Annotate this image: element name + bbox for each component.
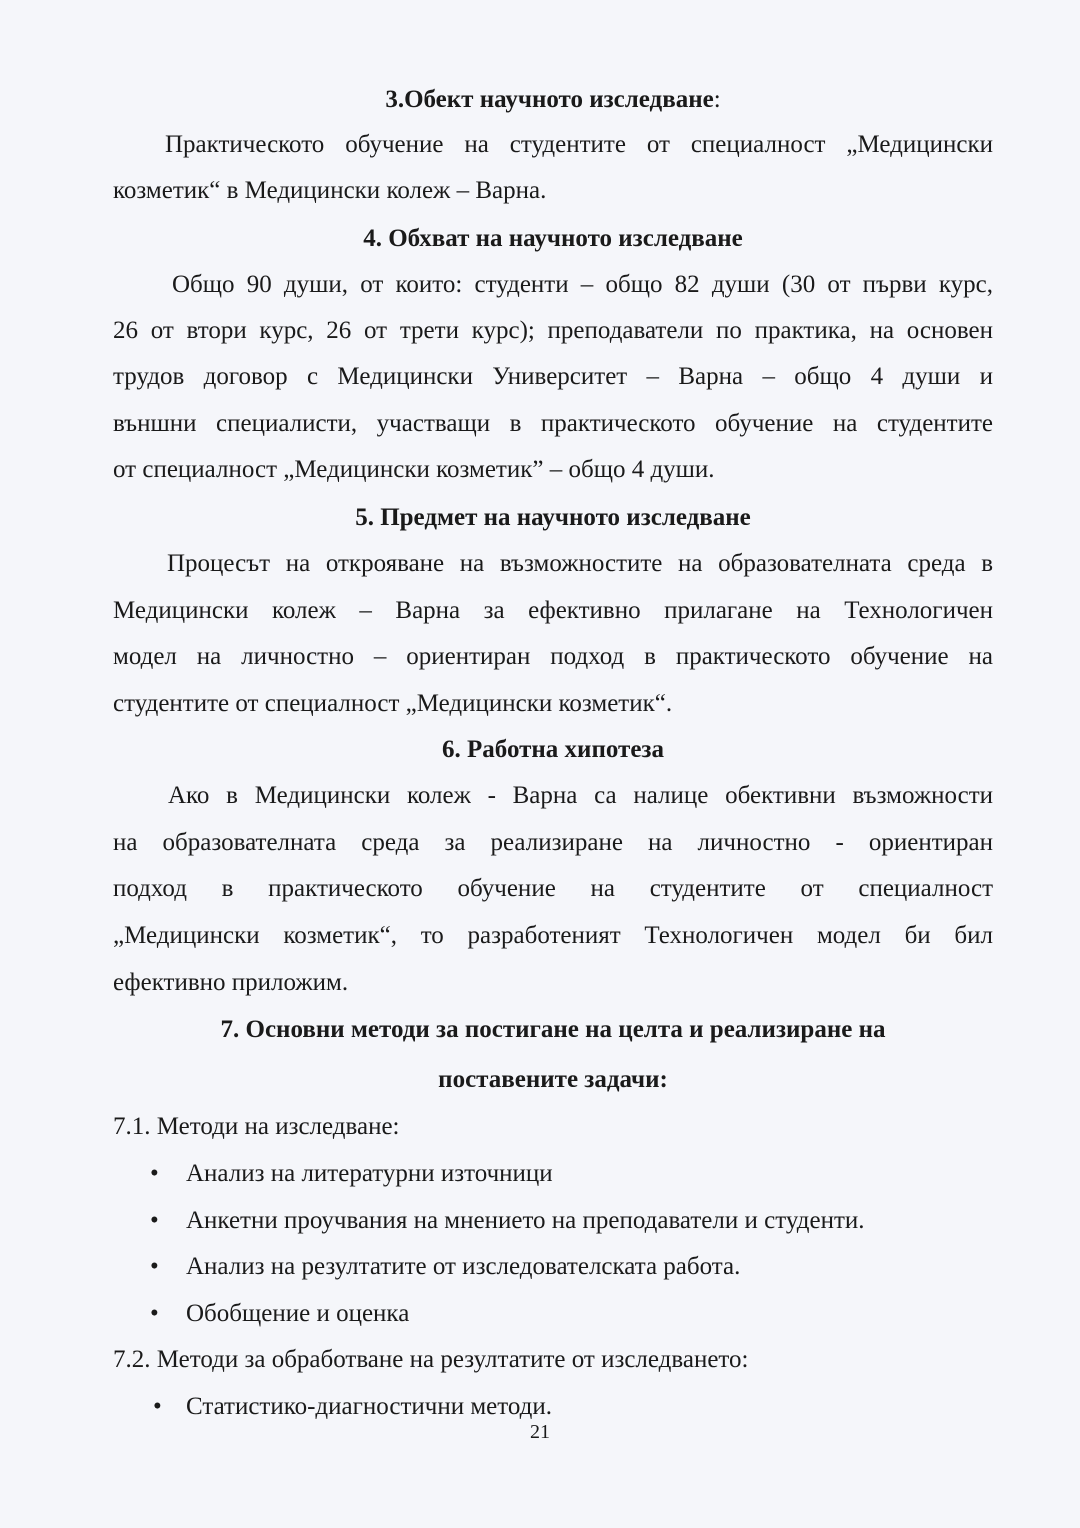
- section-6-line-2: на образователната среда за реализиране на личностно - ориентиран: [113, 829, 993, 856]
- section-5-line-2: Медицински колеж – Варна за ефективно прилагане на Технологичен: [113, 597, 993, 624]
- list-item: [153, 1392, 552, 1422]
- list-item: [150, 1206, 865, 1236]
- section-5-line-1: Процесът на открояване на възможностите на образователната среда в: [167, 550, 993, 577]
- section-7-1-title: 7.1. Методи на изследване:: [113, 1113, 400, 1140]
- section-6-heading: 6. Работна хипотеза: [442, 736, 664, 763]
- section-4-line-5: от специалност „Медицински козметик” – общо 4 души.: [113, 456, 715, 483]
- bullet-icon: •: [150, 1160, 159, 1187]
- bullet-icon: •: [150, 1300, 159, 1327]
- list-item-text: Анализ на резултатите от изследователската работа.: [186, 1253, 741, 1280]
- section-3-heading-text: 3.Обект научното изследване: [385, 86, 714, 113]
- section-4-line-3: трудов договор с Медицински Университет – Варна – общо 4 души и: [113, 363, 993, 390]
- bullet-icon: •: [150, 1253, 159, 1280]
- list-item-text: Статистико-диагностични методи.: [186, 1393, 553, 1420]
- section-5-line-4: студентите от специалност „Медицински козметик“.: [113, 690, 673, 717]
- list-item: [150, 1299, 409, 1329]
- section-3-line-1: Практическото обучение на студентите от специалност „Медицински: [165, 131, 993, 158]
- section-6-line-5: ефективно приложим.: [113, 969, 349, 996]
- list-item: [150, 1159, 553, 1189]
- section-6-line-3: подход в практическото обучение на студентите от специалност: [113, 875, 993, 902]
- section-3-heading: [113, 85, 993, 115]
- section-3-heading-colon: :: [713, 86, 721, 113]
- section-4-line-1: Общо 90 души, от които: студенти – общо 82 души (30 от първи курс,: [172, 271, 993, 298]
- list-item: [150, 1252, 740, 1282]
- list-item-text: Анализ на литературни източници: [186, 1160, 553, 1187]
- section-7-heading-line-1: 7. Основни методи за постигане на целта и реализиране на: [220, 1016, 886, 1043]
- page-number: 21: [530, 1421, 550, 1443]
- section-5-heading: 5. Предмет на научното изследване: [355, 504, 751, 531]
- section-6-line-4: „Медицински козметик“, то разработеният Технологичен модел би бил: [113, 922, 993, 949]
- bullet-icon: •: [153, 1393, 162, 1420]
- section-4-line-2: 26 от втори курс, 26 от трети курс); преподаватели по практика, на основен: [113, 317, 993, 344]
- section-7-heading-line-2: поставените задачи:: [438, 1066, 668, 1093]
- section-4-heading: 4. Обхват на научното изследване: [363, 225, 743, 252]
- section-3-line-2: козметик“ в Медицински колеж – Варна.: [113, 177, 547, 204]
- section-6-line-1: Ако в Медицински колеж - Варна са налице обективни възможности: [168, 782, 993, 809]
- list-item-text: Обобщение и оценка: [186, 1300, 410, 1327]
- section-4-line-4: външни специалисти, участващи в практическото обучение на студентите: [113, 410, 993, 437]
- section-5-line-3: модел на личностно – ориентиран подход в практическото обучение на: [113, 643, 993, 670]
- bullet-icon: •: [150, 1207, 159, 1234]
- section-7-2-title: 7.2. Методи за обработване на резултатите от изследването:: [113, 1346, 749, 1373]
- list-item-text: Анкетни проучвания на мнението на преподаватели и студенти.: [186, 1207, 865, 1234]
